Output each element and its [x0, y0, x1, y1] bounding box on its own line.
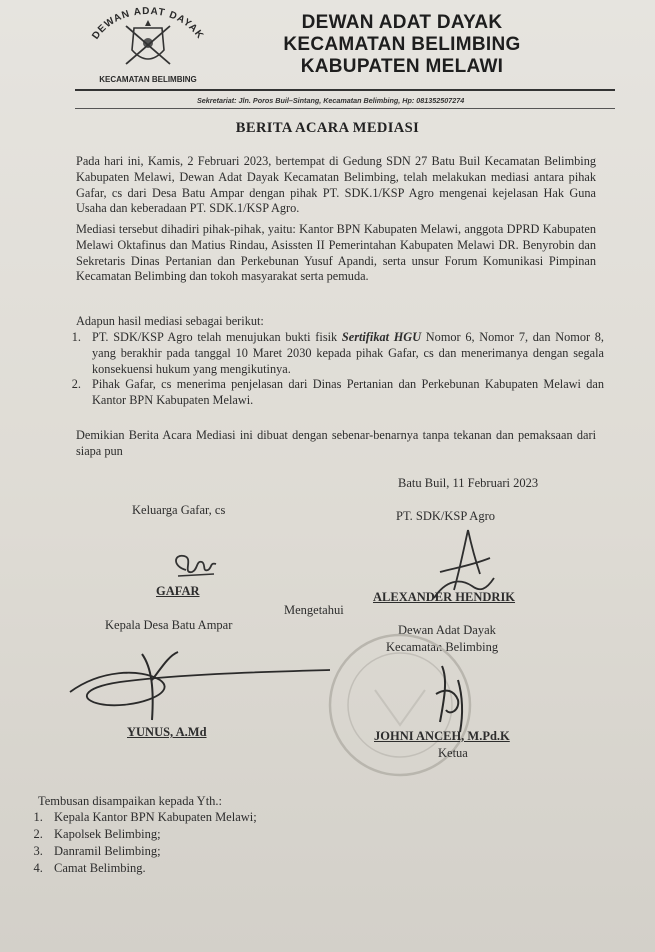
- list-item: 3. Danramil Belimbing;: [46, 843, 257, 860]
- acknowledged-label: Mengetahui: [284, 603, 344, 617]
- organization-title: [262, 12, 542, 78]
- shield-icon: [126, 20, 170, 64]
- org-title-line-3: KABUPATEN MELAWI: [300, 56, 504, 77]
- left-party-label: Keluarga Gafar, cs: [132, 503, 226, 517]
- list-item: 4. Camat Belimbing.: [46, 860, 257, 877]
- village-head-name: YUNUS, A.Md: [127, 725, 207, 739]
- closing-paragraph: Demikian Berita Acara Mediasi ini dibuat dengan sebenar-benarnya tanpa tekanan dan pemaksaan dari siapa pun: [76, 428, 596, 458]
- letterhead-rule-bottom: [75, 108, 615, 109]
- council-title-line-1: Dewan Adat Dayak: [398, 623, 496, 637]
- left-signatory-name: GAFAR: [156, 584, 200, 598]
- opening-paragraph: Pada hari ini, Kamis, 2 Februari 2023, bertempat di Gedung SDN 27 Batu Buil Kecamatan Belimbing Kabupaten Melawi, Dewan Adat Dayak Kecamatan Belimbing, telah melakukan mediasi antara pihak Gafar, cs dari Desa Batu Ampar dengan pihak PT. SDK.1/KSP Agro mengenai kejelasan Hak Guna Usaha dan keberadaan PT. SDK.1/KSP Agro.: [76, 154, 596, 216]
- results-intro: Adapun hasil mediasi sebagai berikut:: [76, 314, 264, 328]
- gafar-signature: [168, 548, 228, 582]
- certificate-highlight: Sertifikat HGU: [341, 330, 422, 344]
- right-party-label: PT. SDK/KSP Agro: [396, 509, 495, 523]
- list-item: 2. Kapolsek Belimbing;: [46, 826, 257, 843]
- attendees-paragraph: Mediasi tersebut dihadiri pihak-pihak, yaitu: Kantor BPN Kabupaten Melawi, anggota DPRD Kabupaten Melawi Oktafinus dan Matius Rindau, Asissten II Pemerintahan Kabupaten Melawi DR. Benyrobin dan Sekretaris Dinas Pertanian dan Perkebunan Yusuf Apandi, serta unsur Forum Komunikasi Pimpinan Kecamatan Belimbing dan tokoh masyarakat serta pemuda.: [76, 222, 596, 284]
- copies-title: Tembusan disampaikan kepada Yth.:: [38, 794, 223, 808]
- logo-bottom-text: KECAMATAN BELIMBING: [99, 75, 197, 84]
- copies-list: [18, 809, 257, 877]
- village-head-title: Kepala Desa Batu Ampar: [105, 618, 233, 632]
- letterhead-rule-top: [75, 89, 615, 91]
- org-title-line-2: KECAMATAN BELIMBING: [283, 34, 521, 55]
- document-title: BERITA ACARA MEDIASI: [235, 120, 420, 136]
- johni-signature: [428, 660, 478, 740]
- council-title-line-2: Kecamatan Belimbing: [386, 640, 499, 654]
- council-head-role: Ketua: [438, 746, 468, 760]
- secretariat-address: Sekretariat: Jln. Poros Buil–Sintang, Kecamatan Belimbing, Hp: 081352507274: [197, 96, 465, 105]
- council-head-name: JOHNI ANCEH, M.Pd.K: [374, 729, 510, 743]
- council-logo: [78, 6, 218, 86]
- results-list: [62, 330, 604, 409]
- list-item: 2. Pihak Gafar, cs menerima penjelasan dari Dinas Pertanian dan Perkebunan Kabupaten Melawi dan Kantor BPN Kabupaten Melawi.: [84, 377, 604, 409]
- right-signatory-name: ALEXANDER HENDRIK: [373, 590, 516, 604]
- place-date: Batu Buil, 11 Februari 2023: [398, 476, 539, 490]
- list-item: 1. Kepala Kantor BPN Kabupaten Melawi;: [46, 809, 257, 826]
- logo-arc-text: DEWAN ADAT DAYAK: [90, 5, 206, 42]
- list-item: 1. PT. SDK/KSP Agro telah menujukan bukti fisik Sertifikat HGU Nomor 6, Nomor 7, dan Nomor 8, yang berakhir pada tanggal 10 Maret 2030 kepada pihak Gafar, cs dan menerimanya dengan segala konsekuensi hukum yang mengikutinya.: [84, 330, 604, 377]
- org-title-line-1: DEWAN ADAT DAYAK: [301, 12, 503, 33]
